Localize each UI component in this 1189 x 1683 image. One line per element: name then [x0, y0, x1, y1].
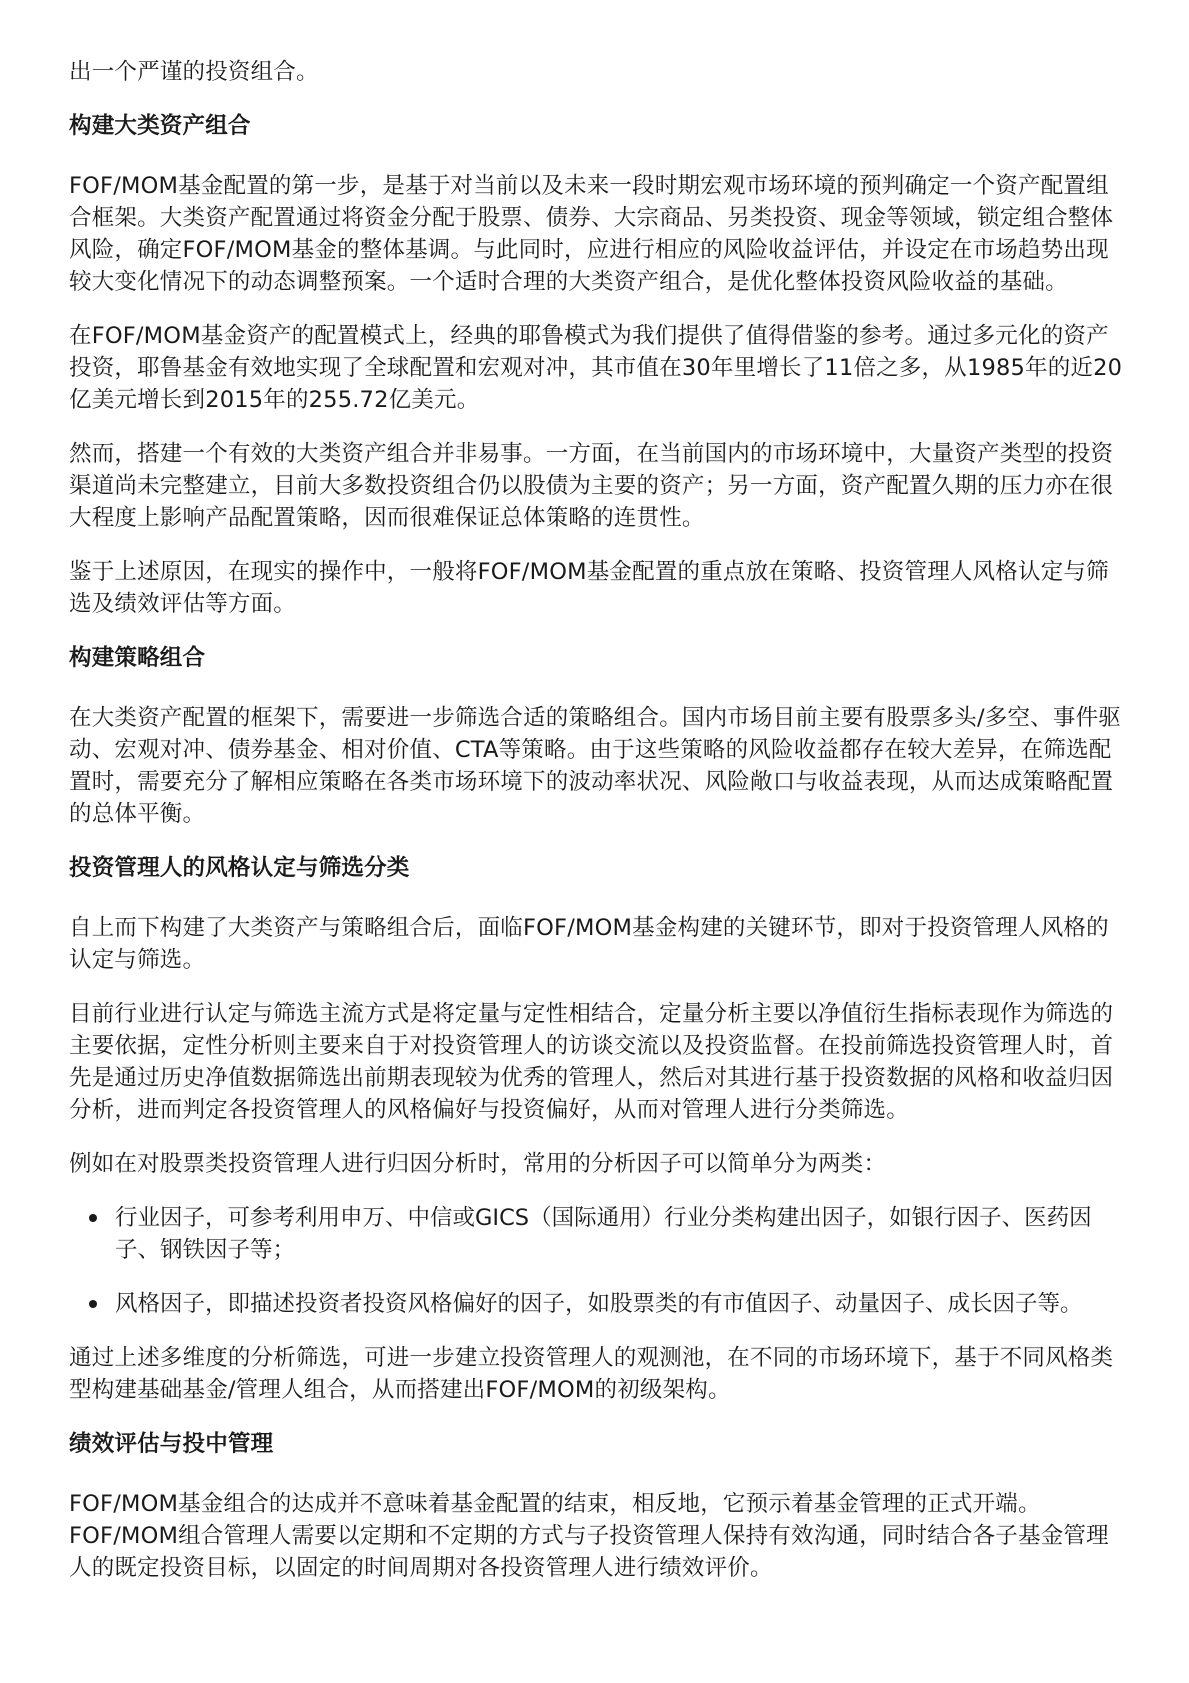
list-item-text: 风格因子，即描述投资者投资风格偏好的因子，如股票类的有市值因子、动量因子、成长因子等。 — [115, 1291, 1083, 1317]
list-item-text: 行业因子，可参考利用申万、中信或GICS（国际通用）行业分类构建出因子，如银行因子、医药因子、钢铁因子等； — [115, 1205, 1092, 1263]
para-screening-method: 目前行业进行认定与筛选主流方式是将定量与定性相结合，定量分析主要以净值衍生指标表现作为筛选的主要依据，定性分析则主要来自于对投资管理人的访谈交流以及投资监督。在投前筛选投资管理人时，首先是通过历史净值数据筛选出前期表现较为优秀的管理人，然后对其进行基于投资数据的风格和收益归因分析，进而判定各投资管理人的风格偏好与投资偏好，从而对管理人进行分类筛选。 — [69, 1001, 1114, 1123]
para-yale-model: 在FOF/MOM基金资产的配置模式上，经典的耶鲁模式为我们提供了值得借鉴的参考。通过多元化的资产投资，耶鲁基金有效地实现了全球配置和宏观对冲，其市值在30年里增长了11倍之多，从1985年的近20亿美元增长到2015年的255.72亿美元。 — [69, 323, 1123, 413]
para-focus: 鉴于上述原因，在现实的操作中，一般将FOF/MOM基金配置的重点放在策略、投资管理人风格认定与筛选及绩效评估等方面。 — [69, 559, 1109, 617]
para-observation-pool: 通过上述多维度的分析筛选，可进一步建立投资管理人的观测池，在不同的市场环境下，基于不同风格类型构建基础基金/管理人组合，从而搭建出FOF/MOM的初级架构。 — [69, 1345, 1114, 1403]
heading-manager-style: 投资管理人的风格认定与筛选分类 — [69, 855, 410, 881]
bullet-icon — [89, 1214, 97, 1222]
para-performance: FOF/MOM基金组合的达成并不意味着基金配置的结束，相反地，它预示着基金管理的正式开端。FOF/MOM组合管理人需要以定期和不定期的方式与子投资管理人保持有效沟通，同时结合各子基金管理人的既定投资目标，以固定的时间周期对各投资管理人进行绩效评价。 — [69, 1491, 1109, 1581]
heading-performance: 绩效评估与投中管理 — [69, 1431, 274, 1457]
para-asset-framework: FOF/MOM基金配置的第一步，是基于对当前以及未来一段时期宏观市场环境的预判确定一个资产配置组合框架。大类资产配置通过将资金分配于股票、债券、大宗商品、另类投资、现金等领域，锁定组合整体风险，确定FOF/MOM基金的整体基调。与此同时，应进行相应的风险收益评估，并设定在市场趋势出现较大变化情况下的动态调整预案。一个适时合理的大类资产组合，是优化整体投资风险收益的基础。 — [69, 173, 1114, 295]
bullet-icon — [89, 1300, 97, 1308]
list-item — [115, 1202, 1129, 1266]
para-factors-intro: 例如在对股票类投资管理人进行归因分析时，常用的分析因子可以简单分为两类： — [69, 1151, 887, 1177]
para-difficulty: 然而，搭建一个有效的大类资产组合并非易事。一方面，在当前国内的市场环境中，大量资产类型的投资渠道尚未完整建立，目前大多数投资组合仍以股债为主要的资产；另一方面，资产配置久期的压力亦在很大程度上影响产品配置策略，因而很难保证总体策略的连贯性。 — [69, 441, 1114, 531]
document-page — [69, 56, 1129, 1606]
factor-list — [69, 1202, 1129, 1320]
list-item — [115, 1288, 1129, 1320]
para-strategy: 在大类资产配置的框架下，需要进一步筛选合适的策略组合。国内市场目前主要有股票多头/多空、事件驱动、宏观对冲、债券基金、相对价值、CTA等策略。由于这些策略的风险收益都存在较大差异，在筛选配置时，需要充分了解相应策略在各类市场环境下的波动率状况、风险敞口与收益表现，从而达成策略配置的总体平衡。 — [69, 705, 1121, 827]
heading-asset-portfolio: 构建大类资产组合 — [69, 113, 251, 139]
heading-strategy-portfolio: 构建策略组合 — [69, 645, 206, 671]
para-top-down: 自上而下构建了大类资产与策略组合后，面临FOF/MOM基金构建的关键环节，即对于投资管理人风格的认定与筛选。 — [69, 915, 1109, 973]
para-continuation: 出一个严谨的投资组合。 — [69, 59, 319, 85]
